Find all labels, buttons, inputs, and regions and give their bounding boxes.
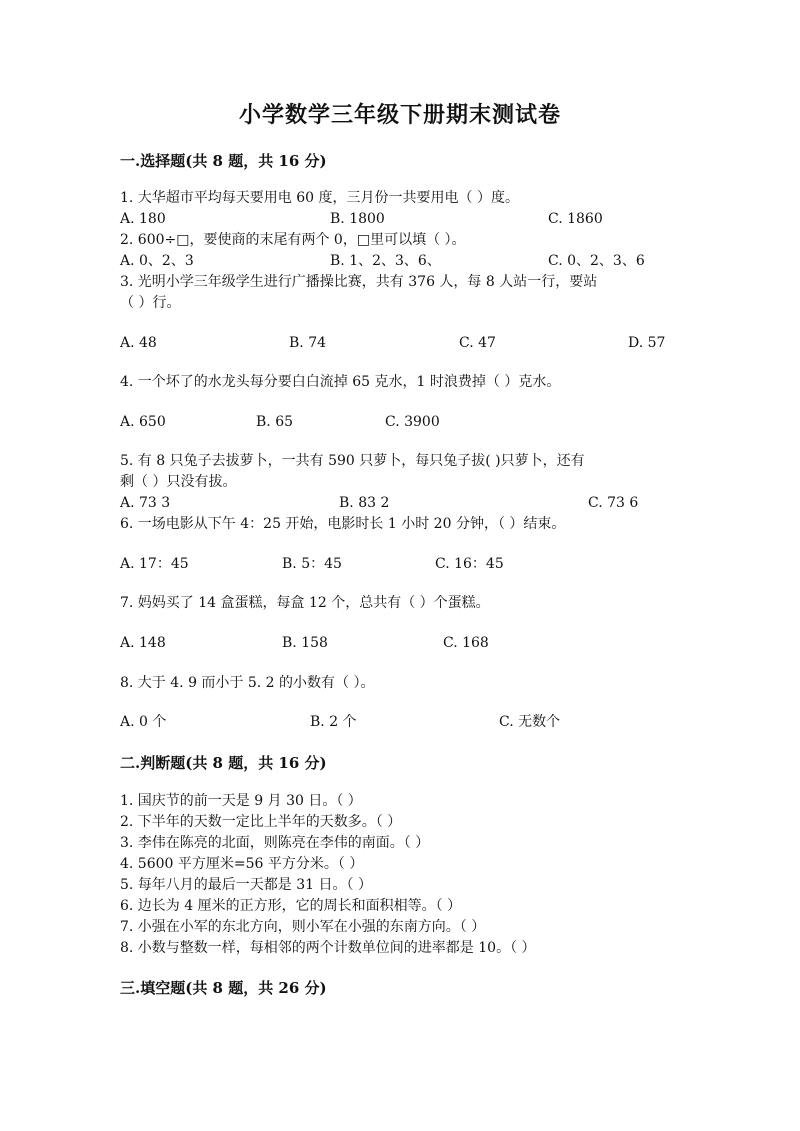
option-b: B. 1800 (330, 211, 385, 227)
option-d: D. 57 (628, 335, 666, 351)
question-text-cont: 剩（ ）只没有拔。 (120, 474, 237, 490)
question-text: 4. 一个坏了的水龙头每分要白白流掉 65 克水，1 时浪费掉（ ）克水。 (120, 374, 561, 390)
option-a: A. 650 (120, 414, 166, 430)
question-text: 8. 大于 4. 9 而小于 5. 2 的小数有（ ）。 (120, 675, 375, 691)
option-c: C. 16：45 (435, 556, 504, 572)
option-b: B. 2 个 (310, 714, 357, 730)
option-a: A. 73 3 (120, 495, 171, 511)
question-text: 2. 600÷□，要使商的末尾有两个 0，□里可以填（ ）。 (120, 232, 466, 248)
question-text: 7. 妈妈买了 14 盒蛋糕，每盒 12 个，总共有（ ）个蛋糕。 (120, 595, 490, 611)
judgment-item: 6. 边长为 4 厘米的正方形，它的周长和面积相等。（ ） (120, 898, 462, 914)
question-text: 6. 一场电影从下午 4：25 开始，电影时长 1 小时 20 分钟，（ ）结束。 (120, 516, 566, 532)
judgment-item: 4. 5600 平方厘米=56 平方分米。（ ） (120, 856, 364, 872)
option-b: B. 65 (256, 414, 294, 430)
option-b: B. 1、2、3、6、 (330, 253, 441, 269)
option-a: A. 148 (120, 635, 166, 651)
judgment-item: 7. 小强在小军的东北方向，则小军在小强的东南方向。（ ） (120, 919, 486, 935)
option-a: A. 0、2、3 (120, 253, 194, 269)
judgment-item: 5. 每年八月的最后一天都是 31 日。（ ） (120, 877, 372, 893)
option-c: C. 73 6 (588, 495, 639, 511)
option-a: A. 180 (120, 211, 166, 227)
question-text-cont: （ ）行。 (120, 295, 181, 311)
page-title: 小学数学三年级下册期末测试卷 (238, 102, 561, 128)
option-c: C. 47 (459, 335, 496, 351)
option-c: C. 3900 (385, 414, 440, 430)
option-b: B. 83 2 (339, 495, 390, 511)
option-b: B. 74 (289, 335, 327, 351)
judgment-item: 1. 国庆节的前一天是 9 月 30 日。（ ） (120, 793, 362, 809)
judgment-item: 8. 小数与整数一样，每相邻的两个计数单位间的进率都是 10。（ ） (120, 940, 536, 956)
option-c: C. 无数个 (499, 714, 561, 730)
question-text: 5. 有 8 只兔子去拔萝卜，一共有 590 只萝卜，每只兔子拔( )只萝卜，还有 (120, 453, 585, 469)
option-a: A. 0 个 (120, 714, 167, 730)
judgment-item: 2. 下半年的天数一定比上半年的天数多。（ ） (120, 814, 402, 830)
option-c: C. 0、2、3、6 (548, 253, 645, 269)
option-b: B. 5：45 (282, 556, 342, 572)
section-heading-judgment: 二.判断题(共 8 题，共 16 分) (120, 754, 327, 772)
option-a: A. 17：45 (120, 556, 189, 572)
question-text: 3. 光明小学三年级学生进行广播操比赛，共有 376 人，每 8 人站一行，要站 (120, 274, 598, 290)
judgment-item: 3. 李伟在陈亮的北面，则陈亮在李伟的南面。（ ） (120, 835, 430, 851)
section-heading-choice: 一.选择题(共 8 题，共 16 分) (120, 152, 327, 170)
option-a: A. 48 (120, 335, 157, 351)
section-heading-fill: 三.填空题(共 8 题，共 26 分) (120, 979, 327, 997)
option-c: C. 1860 (548, 211, 603, 227)
option-c: C. 168 (443, 635, 489, 651)
option-b: B. 158 (282, 635, 328, 651)
question-text: 1. 大华超市平均每天要用电 60 度，三月份一共要用电（ ）度。 (120, 190, 519, 206)
